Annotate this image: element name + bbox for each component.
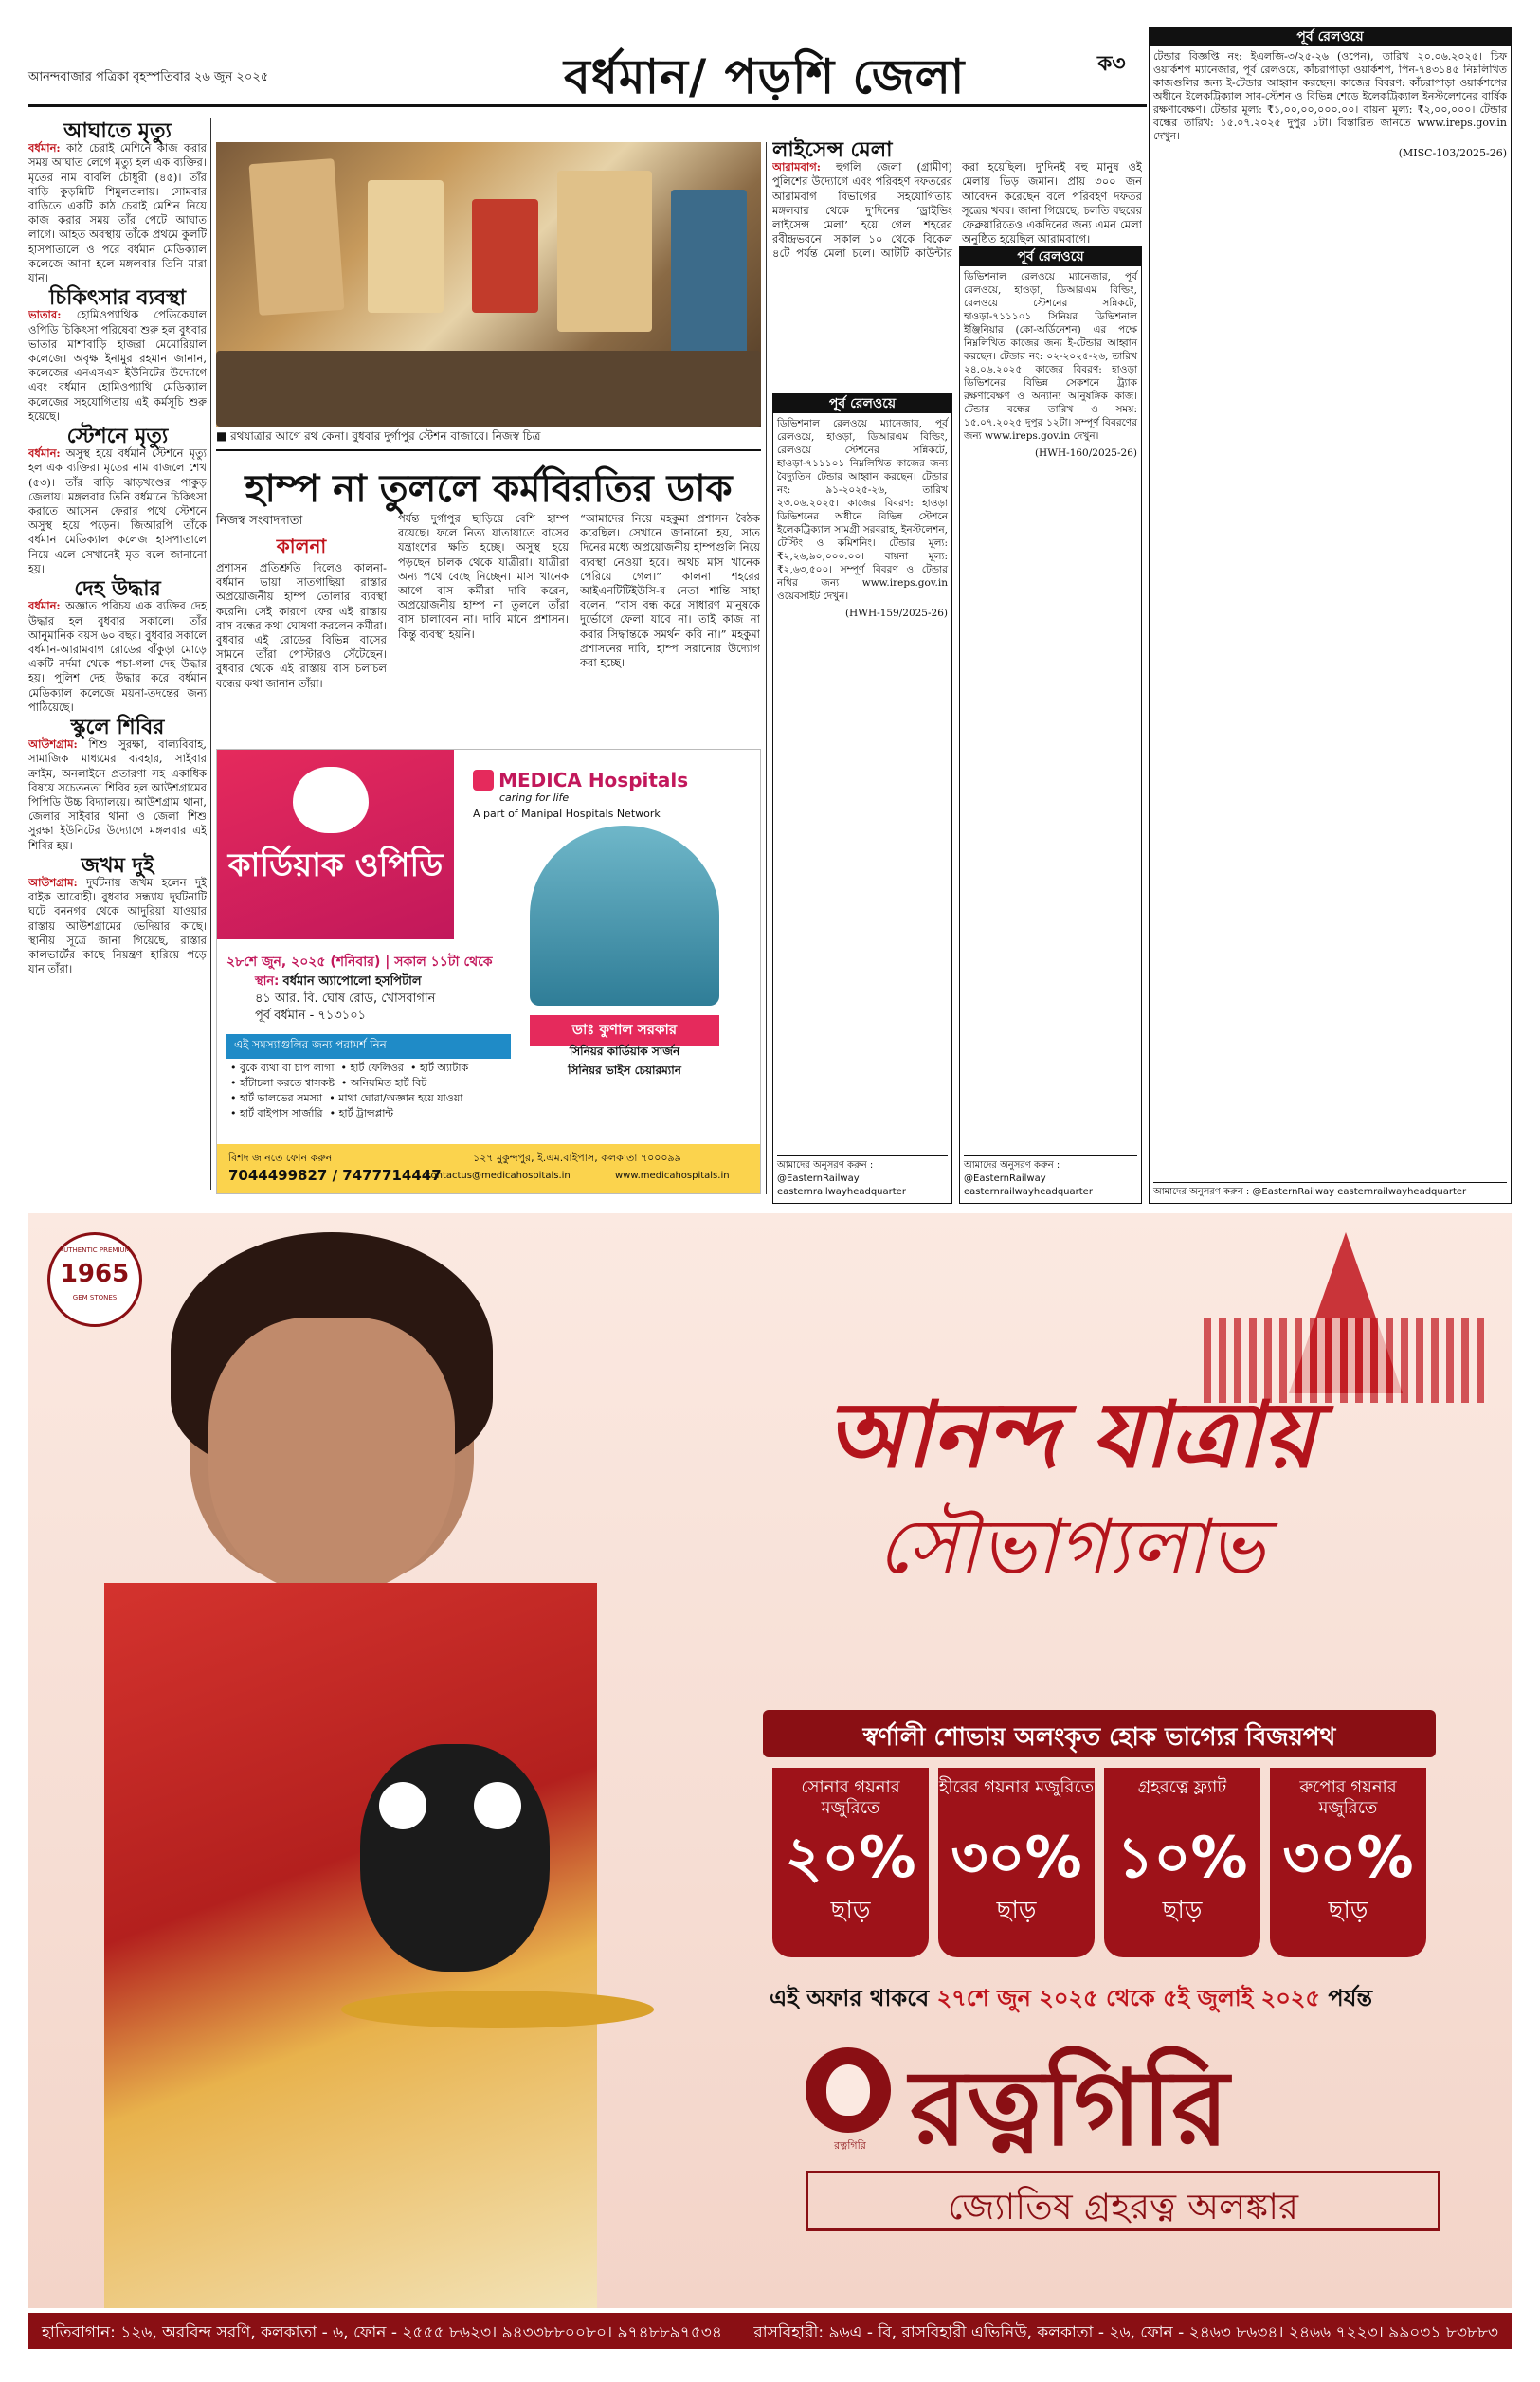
doctor-title: সিনিয়র কার্ডিয়াক সার্জন সিনিয়র ভাইস চেয়ারম্যান [568,1045,681,1077]
seal-badge: AUTHENTIC PREMIUM 1965 GEM STONES [47,1232,142,1327]
footer-right-address: রাসবিহারী: ৯৬এ - বি, রাসবিহারী এভিনিউ, কলকাতা - ২৬, ফোন - ২৪৬৩ ৮৬৩৪। ২৪৬৬ ৭২২৩। ৯৯০৩১ ৮৩৮৮৩ [753,2323,1498,2342]
model-saree [104,1583,597,2308]
lead-body-col3: “আমাদের নিয়ে মহকুমা প্রশাসন বৈঠক করেছিল। সেখানে জানানো হয়, সাত দিনের মধ্যে অপ্রয়োজনীয় হাম্পগুলি নিয়ে ব্যবস্থা নেওয়া হবে। অথচ মাস খানেক পেরিয়ে গেল।” কালনা শহরের আইএনটিটিইউসি-র নেতা শান্তি সাহা বলেন, “বাস বন্ধ করে সাধারণ মানুষকে দুর্ভোগে ফেলা যাবে না। তাই কাজ না করার সিদ্ধান্তকে সমর্থন করি না।” মহকুমা প্রশাসনের দাবি, হাম্প সরানোর উদ্যোগ করা হচ্ছে। [580,512,760,670]
opd-title: কার্ডিয়াক ওপিডি [227,846,444,884]
jagannath-idol [360,1744,550,1972]
rail-tender-1: পূর্ব রেলওয়ে ডিভিশনাল রেলওয়ে ম্যানেজার, পূর্ব রেলওয়ে, হাওড়া, ডিআরএম বিল্ডিং, রেলওয়ে স্টেশনের সন্নিকটে, হাওড়া-৭১১১০১ নিম্নলিখিত কাজের জন্য বৈদ্যুতিন টেন্ডার আহ্বান করছেন। টেন্ডার নং: ৯১-২০২৫-২৬, তারিখ ২৩.০৬.২০২৫। কাজের বিবরণ: হাওড়া ডিভিশনের অধীনে বিভিন্ন স্টেশনে ইলেকট্রিক্যাল সামগ্রী সরবরাহ, ইনস্টলেশন, টেস্টিং ও কমিশনিং। টেন্ডার মূল্য: ₹২,২৬,৯০,০০০.০০। বায়না মূল্য: ₹২,৬৩,৫০০। সম্পূর্ণ বিবরণ ও টেন্ডার নথির জন্য www.ireps.gov.in ওয়েবসাইট দেখুন। (HWH-159/2025-26) আমাদের অনুসরণ করুন : @EasternRailway easternrailwayheadquarter [772,393,952,1204]
person-shape [472,199,538,313]
news-photo [216,142,761,427]
offering-plate [341,1991,654,2028]
contact-web[interactable]: www.medicahospitals.in [615,1171,730,1181]
medica-ad [216,749,761,1194]
brand-logo-icon [806,2047,891,2133]
offer-card: সোনার গয়নার মজুরিতে ২০% ছাড় [772,1768,929,1957]
doctor-photo [530,826,719,1006]
symptom-item: • বুকে ব্যথা বা চাপ লাগা • হার্ট ফেলিওর • হার্ট অ্যাটাক [230,1062,469,1074]
ad-banner: স্বর্ণালী শোভায় অলংকৃত হোক ভাগ্যের বিজয়পথ [763,1710,1436,1757]
model-face [208,1318,455,1592]
fb-handle[interactable]: easternrailwayheadquarter [1337,1187,1467,1197]
brief-headline: দেহ উদ্ধার [74,577,161,602]
rail-footer: আমাদের অনুসরণ করুন : @EasternRailway easternrailwayheadquarter [964,1155,1137,1199]
x-handle[interactable]: @EasternRailway [777,1173,860,1184]
rail-footer: আমাদের অনুসরণ করুন : @EasternRailway easternrailwayheadquarter [1153,1182,1507,1199]
brand-logo-caption: রত্নগিরি [834,2139,866,2152]
brief-headline: লাইসেন্স মেলা [772,138,893,162]
column-divider [210,118,211,1190]
offer-validity: এই অফার থাকবে ২৭শে জুন ২০২৫ থেকে ৫ই জুলাই ২০২৫ পর্যন্ত [769,1985,1373,2011]
idol-eye [379,1782,426,1829]
brief-headline: চিকিৎসার ব্যবস্থা [48,286,187,311]
idol-eye [474,1782,521,1829]
masthead-rule [28,104,1147,107]
rail-header: পূর্ব রেলওয়ে [960,247,1141,266]
opd-panel [217,750,454,939]
chariot-shape [557,171,652,332]
symptom-item: • হার্ট ভালভের সমস্যা • মাথা ঘোরা/অজ্ঞান হয়ে যাওয়া [230,1092,463,1104]
brief-headline: জখম দুই [81,853,154,878]
lead-body-col1: প্রশাসন প্রতিশ্রুতি দিলেও কালনা-বর্ধমান ভায়া সাতগাছিয়া রাস্তার অপ্রয়োজনীয় হাম্প তোলার ব্যবস্থা করেনি। সেই কারণে ফের এই রাস্তায় বাস বন্ধের কথা ঘোষণা করলেন কর্মীরা। বুধবার এই রোডের বিভিন্ন বাসের সামনে তাঁরা পোস্টারও সেঁটেছেন। বুধবার থেকে এই রাস্তায় বাস চলাচল বন্ধের কথা জানান তাঁরা। [216,561,387,690]
brief-item: আঘাতে মৃত্যু বর্ধমান: কাঠ চেরাই মেশিনে কাজ করার সময় আঘাত লেগে মৃত্যু হল এক ব্যক্তির। মৃতের নাম বাবলি চৌধুরী (৪৫)। তাঁর বাড়ি কুড়মিটি শিমুলতলায়। সোমবার বাড়িতে একটি কাঠ চেরাই মেশিন নিয়ে কাজ করার সময় তাঁর পেটে আঘাত লাগে। আহত অবস্থায় তাঁকে প্রথমে কুলটি হাসপাতালে ও পরে বর্ধমান মেডিক্যাল কলেজে আনা হলে মঙ্গলবার তিনি মারা যান। [28,119,207,285]
fb-handle[interactable]: easternrailwayheadquarter [964,1187,1093,1197]
contact-strip: বিশদ জানতে ফোন করুন 7044499827 / 7477714447 ১২৭ মুকুন্দপুর, ই.এম.বাইপাস, কলকাতা ৭০০০৯৯ contactus@medicahospitals.in www.medicahospitals.in [217,1144,761,1194]
camp-date: ২৮শে জুন, ২০২৫ (শনিবার) | সকাল ১১টা থেকে [226,955,493,970]
symptom-item: • হার্ট বাইপাস সার্জারি • হার্ট ট্রান্সপ্লান্ট [230,1107,394,1119]
rail-footer: আমাদের অনুসরণ করুন : @EasternRailway easternrailwayheadquarter [777,1155,948,1199]
brief-headline: স্কুলে শিবির [70,715,165,739]
masthead [28,42,1147,110]
ad-headline-1: আনন্দ যাত্রায় [825,1381,1316,1488]
rail-tender-2: পূর্ব রেলওয়ে ডিভিশনাল রেলওয়ে ম্যানেজার, পূর্ব রেলওয়ে, হাওড়া, ডিআরএম বিল্ডিং, রেলওয়ে স্টেশনের সন্নিকটে, হাওড়া-৭১১১০১ সিনিয়র ডিভিশনাল ইঞ্জিনিয়ার (কো-অর্ডিনেশন) এর পক্ষে নিম্নলিখিত কাজের জন্য ই-টেন্ডার আহ্বান করছেন। টেন্ডার নং: ০২-২০২৫-২৬, তারিখ ২৪.০৬.২০২৫। কাজের বিবরণ: হাওড়া ডিভিশনের বিভিন্ন সেকশনে ট্র্যাক রক্ষণাবেক্ষণ ও অন্যান্য আনুষঙ্গিক কাজ। টেন্ডার বন্ধের তারিখ ও সময়: ১৫.০৭.২০২৫ দুপুর ১২টা। সম্পূর্ণ বিবরণের জন্য www.ireps.gov.in দেখুন। (HWH-160/2025-26) আমাদের অনুসরণ করুন : @EasternRailway easternrailwayheadquarter [959,246,1142,1204]
offer-cards [772,1768,1426,1957]
symptom-item: • হাঁটাচলা করতে শ্বাসকষ্ট • অনিয়মিত হার্ট বিট [230,1077,427,1089]
x-handle[interactable]: @EasternRailway [964,1173,1046,1184]
offer-card: রুপোর গয়নার মজুরিতে ৩০% ছাড় [1270,1768,1426,1957]
consult-heading: এই সমস্যাগুলির জন্য পরামর্শ নিন [226,1034,511,1059]
column-divider [766,142,767,1194]
brief-item: স্কুলে শিবির আউশগ্রাম: শিশু সুরক্ষা, বাল্যবিবাহ, সামাজিক মাধ্যমের ব্যবহার, সাইবার ক্রাইম, অনলাইনে প্রতারণা সহ একাধিক বিষয়ে সচেতনতা শিবির হল আউশগ্রামের পিপিডি উচ্চ বিদ্যালয়ে। আউশগ্রাম থানা, জেলার সাইবার থানা ও জেলা শিশু সুরক্ষা ইউনিটের উদ্যোগে মঙ্গলবার এই শিবির হয়। [28,715,207,852]
brief-item: জখম দুই আউশগ্রাম: দুর্ঘটনায় জখম হলেন দুই বাইক আরোহী। বুধবার সন্ধ্যায় দুর্ঘটনাটি ঘটে বননগর থেকে আদুরিয়া যাওয়ার রাস্তায় আউশগ্রামের ভেদিয়ার কাছে। স্থানীয় সূত্রে জানা গিয়েছে, রাস্তার কালভার্টের কাছে নিয়ন্ত্রণ হারিয়ে পড়ে যান তাঁরা। [28,853,207,976]
brief-headline: আঘাতে মৃত্যু [63,119,172,143]
camp-venue: স্থান: বর্ধমান অ্যাপোলো হসপিটাল ৪১ আর. বি. ঘোষ রোড, খোসবাগান পূর্ব বর্ধমান - ৭১৩১০১ [255,974,436,1023]
page-number: ক৩ [1097,52,1126,76]
brand-subtitle: জ্যোতিষ গ্রহরত্ন অলঙ্কার [806,2171,1440,2231]
brief-item: স্টেশনে মৃত্যু বর্ধমান: অসুস্থ হয়ে বর্ধমান স্টেশনে মৃত্যু হল এক ব্যক্তির। মৃতের নাম বাজলে শেখ (৫৩)। তাঁর বাড়ি ঝাড়খণ্ডের পাকুড় জেলায়। মঙ্গলবার তিনি বর্ধমানে চিকিৎসা করাতে আসেন। ফেরার পথে স্টেশনে অসুস্থ হয়ে পড়েন। জিআরপি তাঁকে বর্ধমান মেডিক্যাল কলেজ হাসপাতালে নিয়ে এলে সেখানেই মৃত বলে জানানো হয়। [28,425,207,575]
rail-header: পূর্ব রেলওয়ে [1150,27,1511,46]
symptom-list [230,1061,515,1121]
brief-headline: স্টেশনে মৃত্যু [66,425,169,449]
medica-logo-icon [473,770,494,791]
page-title: বর্ধমান/ পড়শি জেলা [564,49,966,104]
heart-icon [293,767,369,833]
briefs-column [28,118,207,1190]
license-story: লাইসেন্স মেলা আরামবাগ: হুগলি জেলা (গ্রামীণ) পুলিশের উদ্যোগে এবং পরিবহণ দফতরের আরামবাগ বিভাগের সহযোগিতায় মঙ্গলবার থেকে দু'দিনের ‘ড্রাইভিং লাইসেন্স মেলা’ হয়ে গেল শহরের রবীন্দ্রভবনে। সকাল ১০ থেকে বিকেল ৪টে পর্যন্ত মেলা চলে। আটটি কাউন্টার করা হয়েছিল। দু'দিনই বহু মানুষ ওই মেলায় ভিড় জমান। প্রায় ৩০০ জন আবেদন করেছেন বলে পরিবহণ দফতর সূত্রের খবর। জানা গিয়েছে, চলতি বছরের ফেব্রুয়ারিতেও একদিনের জন্য এমন মেলা অনুষ্ঠিত হয়েছিল আরামবাগে। [772,138,1142,261]
ground-shape [216,351,761,427]
dateline: কালনা [276,535,327,557]
contact-phones: 7044499827 / 7477714447 [228,1167,442,1184]
lead-headline: হাম্প না তুললে কর্মবিরতির ডাক [216,449,761,522]
rail-tender-3: পূর্ব রেলওয়ে টেন্ডার বিজ্ঞপ্তি নং: ইএলজি-৩/২৫-২৬ (ওপেন), তারিখ ২০.০৬.২০২৫। চিফ ওয়ার্কশপ ম্যানেজার, পূর্ব রেলওয়ে, কাঁচরাপাড়া ওয়ার্কশপ, পিন-৭৪৩১৪৫ নিম্নলিখিত কাজগুলির জন্য ই-টেন্ডার আহ্বান করছেন। কাজের বিবরণ: কাঁচরাপাড়া ওয়ার্কশপের অধীনে ইলেকট্রিক্যাল সাব-স্টেশন ও বিভিন্ন শেডে ইলেকট্রিক্যাল ইনস্টলেশনের বার্ষিক রক্ষণাবেক্ষণ। টেন্ডার মূল্য: ₹১,০০,০০,০০০.০০। বায়না মূল্য: ₹২,০০,০০০। টেন্ডার বন্ধের তারিখ: ১৫.০৭.২০২৫ দুপুর ১টা। বিস্তারিত জানতে www.ireps.gov.in দেখুন। (MISC-103/2025-26) আমাদের অনুসরণ করুন : @EasternRailway easternrailwayheadquarter [1149,27,1512,1204]
chariot-shape [249,158,345,316]
brief-item: দেহ উদ্ধার বর্ধমান: অজ্ঞাত পরিচয় এক ব্যক্তির দেহ উদ্ধার হল বুধবার সকালে। তাঁর আনুমানিক বয়স ৬০ বছর। বুধবার সকালে বর্ধমান-আরামবাগ রোডের বাঁকুড়া মোড়ে একটি নর্দমা থেকে পচা-গলা দেহ উদ্ধার হয়। পুলিশ দেহ উদ্ধার করে বর্ধমান মেডিক্যাল কলেজে ময়না-তদন্তের জন্য পাঠিয়েছে। [28,577,207,714]
edition-line: আনন্দবাজার পত্রিকা বৃহস্পতিবার ২৬ জুন ২০২৫ [28,70,269,84]
x-handle[interactable]: @EasternRailway [1252,1187,1335,1197]
lead-body-col2: পর্যন্ত দুর্গাপুর ছাড়িয়ে বেশি হাম্প রয়েছে। ফলে নিত্য যাতায়াতে বাসের যন্ত্রাংশের ক্ষতি হচ্ছে। অসুস্থ হয়ে পড়ছেন চালক থেকে যাত্রীরা। যাত্রীরা অন্য পথে বেছে নিচ্ছেন। মাস খানেক আগে বাস কর্মীরা দাবি করেন, অপ্রয়োজনীয় হাম্প না তুললে তাঁরা বাস চালাবেন না। দাবি মানে প্রশাসন। কিন্তু ব্যবস্থা হয়নি। [398,512,569,641]
brand-name: রত্নগিরি [910,2047,1229,2169]
rail-header: পূর্ব রেলওয়ে [773,394,951,413]
byline: নিজস্ব সংবাদদাতা [216,514,303,528]
chariot-shape [368,180,444,313]
offer-card: গ্রহরত্নে ফ্ল্যাট ১০% ছাড় [1104,1768,1260,1957]
contact-email[interactable]: contactus@medicahospitals.in [426,1171,571,1181]
medica-logo: MEDICA Hospitals caring for life A part of Manipal Hospitals Network [473,769,689,820]
brief-item: চিকিৎসার ব্যবস্থা ভাতার: হোমিওপ্যাথিক পেডিকেয়াল ওপিডি চিকিৎসা পরিষেবা শুরু হল বুধবার ভাতার মাশাবাড়ি হাজরা মেমোরিয়াল কলেজে। অবৃক্ষ ইনামুর রহমান জানান, কলেজের এনএসএস ইউনিটের উদ্যোগে এবং বর্ধমান হোমিওপ্যাথি মেডিক্যাল কলেজের সহযোগিতায় এই কর্মসূচি শুরু হয়েছে। [28,286,207,423]
ratnagiri-ad [28,1213,1512,2308]
photo-caption: ■ রথযাত্রার আগে রথ কেনা। বুধবার দুর্গাপুর স্টেশন বাজারে। নিজস্ব চিত্র [216,429,541,443]
doctor-name: ডাঃ কুণাল সরকার [530,1015,719,1046]
offer-card: হীরের গয়নার মজুরিতে ৩০% ছাড় [938,1768,1095,1957]
footer-left-address: হাতিবাগান: ১২৬, অরবিন্দ সরণি, কলকাতা - ৬, ফোন - ২৫৫৫ ৮৬২৩। ৯৪৩৩৮৮০০৮০। ৯৭৪৮৮৯৭৫৩৪ [42,2323,722,2342]
ad-footer [28,2313,1512,2349]
fb-handle[interactable]: easternrailwayheadquarter [777,1187,906,1197]
ad-headline-2: সৌভাগ্যলাভ [877,1502,1265,1591]
